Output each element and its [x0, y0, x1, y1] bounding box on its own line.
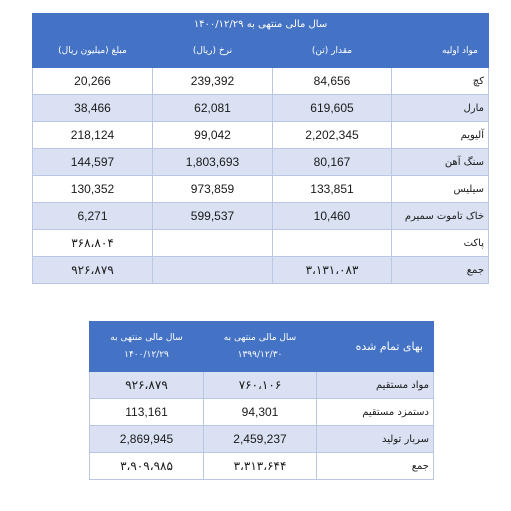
amount-cell: ۳۶۸،۸۰۴: [33, 230, 153, 257]
material-cell: مارل: [392, 95, 489, 122]
material-cell: خاک تاموت سمیرم: [392, 203, 489, 230]
header-amount: مبلغ (میلیون ریال): [33, 35, 153, 68]
table-row: [33, 122, 489, 149]
amount-cell: 20,266: [33, 68, 153, 95]
total-label: جمع: [392, 257, 489, 284]
current-year-cell: 2,869,945: [90, 426, 204, 453]
table-row: [33, 203, 489, 230]
table-row: [33, 95, 489, 122]
table-row: [90, 372, 434, 399]
amount-cell: 130,352: [33, 176, 153, 203]
material-cell: پاکت: [392, 230, 489, 257]
header-row: [90, 322, 434, 372]
quantity-cell: 619,605: [273, 95, 392, 122]
total-row: [33, 257, 489, 284]
table-row: [90, 426, 434, 453]
rate-cell: [153, 230, 273, 257]
header-material: مواد اولیه: [392, 35, 489, 68]
previous-year-cell: ۷۶۰،۱۰۶: [204, 372, 317, 399]
amount-cell: 6,271: [33, 203, 153, 230]
table-row: [33, 68, 489, 95]
material-cell: سنگ آهن: [392, 149, 489, 176]
previous-year-cell: 2,459,237: [204, 426, 317, 453]
material-cell: آلیویم: [392, 122, 489, 149]
current-year-cell: ۹۲۶،۸۷۹: [90, 372, 204, 399]
table-row: [33, 149, 489, 176]
quantity-cell: 2,202,345: [273, 122, 392, 149]
header-quantity: مقدار (تن): [273, 35, 392, 68]
header-cost-item: بهای تمام شده: [317, 322, 434, 372]
quantity-total-cell: ۳،۱۳۱،۰۸۳: [273, 257, 392, 284]
previous-year-total-cell: ۳،۳۱۳،۶۴۴: [204, 453, 317, 480]
quantity-cell: 10,460: [273, 203, 392, 230]
rate-cell: 973,859: [153, 176, 273, 203]
rate-cell: 62,081: [153, 95, 273, 122]
previous-year-cell: 94,301: [204, 399, 317, 426]
rate-cell: 599,537: [153, 203, 273, 230]
amount-cell: 38,466: [33, 95, 153, 122]
quantity-cell: 133,851: [273, 176, 392, 203]
amount-cell: 144,597: [33, 149, 153, 176]
table-title-row: [33, 14, 489, 35]
quantity-cell: [273, 230, 392, 257]
cost-of-goods-table: [89, 321, 434, 480]
header-previous-year: سال مالی منتهی به ۱۳۹۹/۱۲/۳۰: [204, 322, 317, 372]
quantity-cell: 84,656: [273, 68, 392, 95]
current-year-cell: 113,161: [90, 399, 204, 426]
current-year-total-cell: ۳،۹۰۹،۹۸۵: [90, 453, 204, 480]
table-row: [33, 230, 489, 257]
amount-cell: 218,124: [33, 122, 153, 149]
rate-cell: 99,042: [153, 122, 273, 149]
cost-item-cell: سربار تولید: [317, 426, 434, 453]
table-row: [90, 399, 434, 426]
table-row: [33, 176, 489, 203]
total-row: [90, 453, 434, 480]
cost-item-cell: مواد مستقیم: [317, 372, 434, 399]
material-cell: سیلیس: [392, 176, 489, 203]
header-rate: نرخ (ریال): [153, 35, 273, 68]
material-cell: کچ: [392, 68, 489, 95]
header-current-year: سال مالی منتهی به ۱۴۰۰/۱۲/۲۹: [90, 322, 204, 372]
rate-cell: 239,392: [153, 68, 273, 95]
raw-materials-table: [32, 13, 489, 284]
amount-total-cell: ۹۲۶،۸۷۹: [33, 257, 153, 284]
cost-item-cell: دستمزد مستقیم: [317, 399, 434, 426]
rate-cell: [153, 257, 273, 284]
table-title: سال مالی منتهی به ۱۴۰۰/۱۲/۲۹: [33, 14, 489, 35]
header-row: [33, 35, 489, 68]
rate-cell: 1,803,693: [153, 149, 273, 176]
total-label: جمع: [317, 453, 434, 480]
quantity-cell: 80,167: [273, 149, 392, 176]
